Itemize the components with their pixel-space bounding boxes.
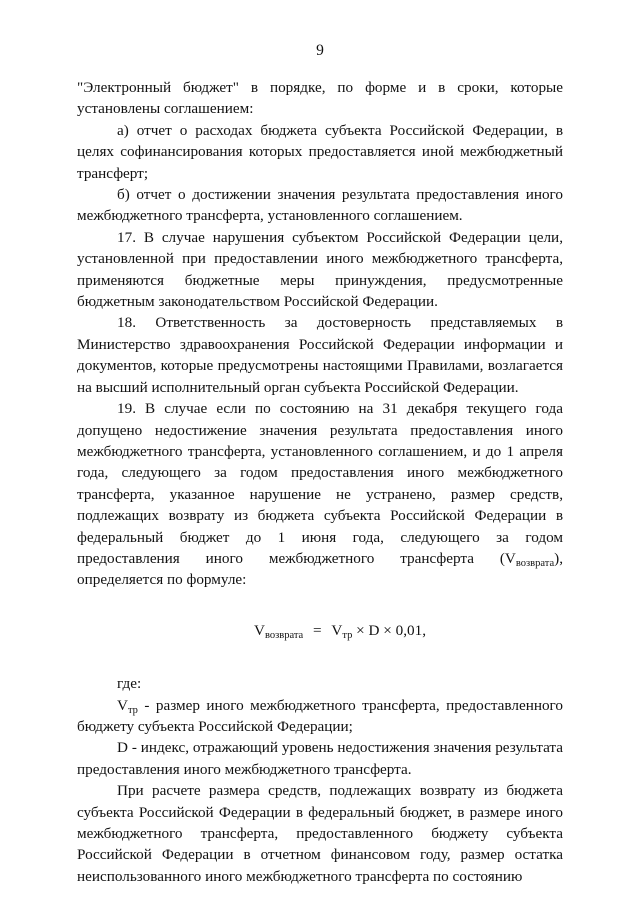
formula-rhs-subscript: тр bbox=[342, 629, 353, 641]
paragraph-item-b: б) отчет о достижении значения результата предоставления иного межбюджетного трансферта, установленного соглашением. bbox=[77, 186, 563, 225]
formula-lhs-symbol: V bbox=[253, 621, 265, 639]
formula-equals: = bbox=[313, 621, 322, 639]
paragraph-calculation: При расчете размера средств, подлежащих возврату из бюджета субъекта Российской Федерации в федеральный бюджет, в размере иного межбюджетного трансферта, предоставленного бюджету субъекта Российской Федерации в отчетном финансовом году, размер остатка неиспользованного иного межбюджетного трансферта по состоянию bbox=[77, 782, 563, 885]
paragraph-item-a: а) отчет о расходах бюджета субъекта Российской Федерации, в целях софинансирования которых предоставляется иной межбюджетный трансферт; bbox=[77, 121, 563, 182]
paragraph-clause-19 bbox=[77, 398, 563, 591]
vtr-subscript: тр bbox=[127, 704, 138, 716]
clause-19-tail: ), определяется по формуле: bbox=[77, 549, 563, 589]
clause-19-text: 19. В случае если по состоянию на 31 декабря текущего года допущено недостижение значения результата предоставления иного межбюджетного трансферта, установленного соглашением, и до 1 апреля года, следующего за годом предоставления иного межбюджетного трансферта, указанное нарушение не устранено, размер средств, подлежащих возврату из бюджета субъекта Российской Федерации в федеральный бюджет до 1 июня года, следующего за годом предоставления иного межбюджетного трансферта (V bbox=[77, 400, 563, 567]
vtr-definition-text: - размер иного межбюджетного трансферта, предоставленного бюджету субъекта Российской Федерации; bbox=[77, 696, 563, 735]
clause-19-subscript: возврата bbox=[515, 557, 555, 569]
definition-d: D - индекс, отражающий уровень недостижения значения результата предоставления иного межбюджетного трансферта. bbox=[77, 739, 563, 778]
paragraph-continuation: "Электронный бюджет" в порядке, по форме и в сроки, которые установлены соглашением: bbox=[77, 79, 563, 118]
paragraph-clause-18: 18. Ответственность за достоверность представляемых в Министерство здравоохранения Российской Федерации информации и документов, которые предусмотрены настоящими Правилами, возлагается на высший исполнительный орган субъекта Российской Федерации. bbox=[77, 314, 563, 396]
paragraph-clause-17: 17. В случае нарушения субъектом Российской Федерации цели, установленной при предоставлении иного межбюджетного трансферта, применяются бюджетные меры принуждения, предусмотренные бюджетным законодательством Российской Федерации. bbox=[77, 228, 563, 311]
vtr-symbol: V bbox=[117, 696, 128, 714]
formula-coefficient: 0,01, bbox=[395, 621, 427, 639]
return-formula bbox=[77, 620, 563, 641]
formula-times-2: × bbox=[383, 621, 392, 639]
formula-times-1: × bbox=[356, 621, 365, 639]
formula-d: D bbox=[368, 621, 380, 639]
formula-rhs-symbol: V bbox=[331, 621, 343, 639]
page-number: 9 bbox=[316, 42, 324, 59]
where-label: где: bbox=[117, 675, 142, 693]
document-body bbox=[77, 77, 563, 887]
formula-lhs-subscript: возврата bbox=[264, 629, 304, 641]
definition-vtr bbox=[77, 695, 563, 738]
